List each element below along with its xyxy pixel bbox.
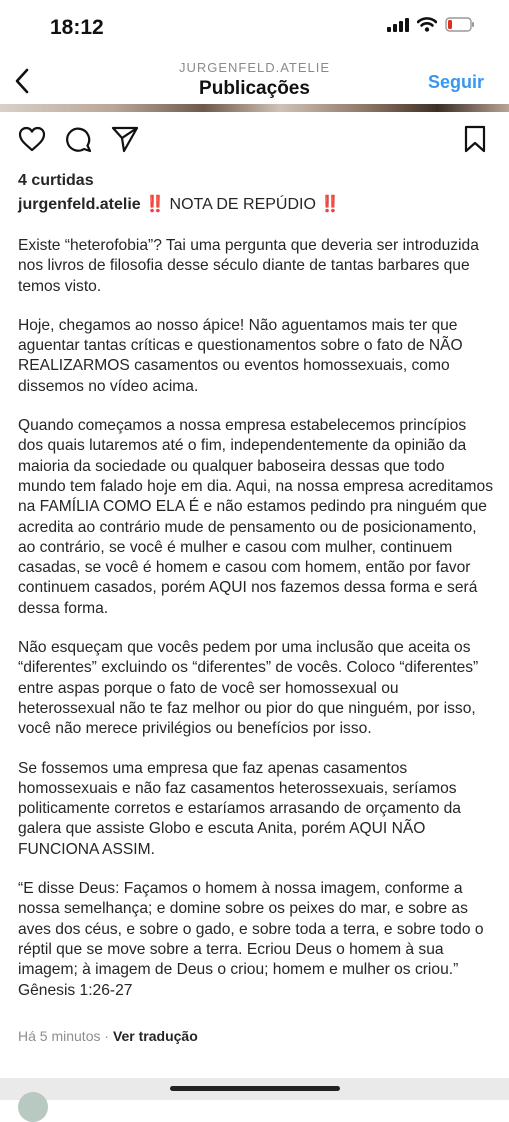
caption-paragraph: Não esqueçam que vocês pedem por uma inclusão que aceita os “diferentes” excluindo os “diferentes” de vocês. Coloco “diferentes” entre aspas porque o fato de você ser homossexual ou heterossexual não te faz melhor ou pior do que ninguém, por isso, você não merece privilégios ou benefícios por isso. bbox=[18, 639, 479, 738]
caption-paragraph: Se fossemos uma empresa que faz apenas casamentos homossexuais e não faz casamentos heterossexuais, seríamos politicamente corretos e estaríamos arrasando de orçamento da galera que assiste Globo e escuta Anita, porém AQUI NÃO FUNCIONA ASSIM. bbox=[18, 759, 461, 858]
nav-bar bbox=[0, 58, 509, 108]
meta-separator: · bbox=[104, 1028, 110, 1044]
caption-paragraph: Quando começamos a nossa empresa estabelecemos princípios dos quais lutaremos até o fim, independentemente da opinião da maioria da sociedade ou qualquer baboseira dessas que todo mundo tem falado hoje em dia. Aqui, na nossa empresa acreditamos na FAMÍLIA COMO ELA É e não estamos pedindo pra ninguém que acredita ao contrário mude de pensamento ou de posicionamento, ao contrário, se você é mulher e casou com mulher, continuem casadas, se você é homem e casou com homem, então por favor continuem casados, porém AQUI nos fazemos dessa forma e será dessa forma. bbox=[18, 417, 494, 617]
comment-button[interactable] bbox=[63, 124, 93, 159]
account-name: JURGENFELD.ATELIE bbox=[178, 60, 331, 75]
avatar[interactable] bbox=[18, 1092, 48, 1122]
status-icons bbox=[387, 17, 475, 32]
like-button[interactable] bbox=[17, 124, 47, 159]
double-exclamation-emoji: ‼️ bbox=[145, 196, 166, 213]
post-meta bbox=[18, 1028, 198, 1044]
save-button[interactable] bbox=[462, 124, 488, 159]
share-button[interactable] bbox=[110, 124, 140, 159]
wifi-icon bbox=[417, 17, 437, 32]
action-bar bbox=[0, 124, 509, 162]
page-title: Publicações bbox=[199, 78, 310, 99]
signal-icon bbox=[387, 18, 409, 32]
next-post-peek bbox=[0, 1078, 509, 1100]
caption-paragraph: “E disse Deus: Façamos o homem à nossa imagem, conforme a nossa semelhança; e domine sobre os peixes do mar, e sobre as aves dos céus, e sobre o gado, e sobre toda a terra, e sobre todo o réptil que se move sobre a terra. Ecriou Deus o homem à sua imagem; à imagem de Deus o criou; homem e mulher os criou.” Gênesis 1:26-27 bbox=[18, 880, 484, 999]
double-exclamation-emoji: ‼️ bbox=[320, 196, 341, 213]
battery-low-icon bbox=[445, 17, 475, 32]
status-bar bbox=[0, 0, 509, 60]
paper-plane-icon bbox=[110, 124, 140, 154]
post-image-edge bbox=[0, 104, 509, 112]
follow-button[interactable]: Seguir bbox=[427, 72, 484, 92]
status-time: 18:12 bbox=[50, 16, 104, 39]
translate-link[interactable]: Ver tradução bbox=[112, 1028, 198, 1044]
caption-paragraph: Hoje, chegamos ao nosso ápice! Não aguentamos mais ter que aguentar tantas críticas e questionamentos sobre o fato de NÃO REALIZARMOS casamentos ou eventos homossexuais, como dissemos no vídeo acima. bbox=[18, 316, 463, 395]
caption-headline-text: NOTA DE REPÚDIO bbox=[169, 196, 316, 213]
heart-icon bbox=[17, 124, 47, 154]
likes-count[interactable]: 4 curtidas bbox=[18, 172, 94, 189]
bookmark-icon bbox=[462, 124, 488, 154]
home-indicator bbox=[170, 1086, 340, 1091]
post-timestamp: Há 5 minutos bbox=[18, 1028, 101, 1044]
caption-headline bbox=[18, 194, 340, 214]
caption-body bbox=[18, 236, 494, 1020]
comment-icon bbox=[63, 124, 93, 154]
caption-username[interactable]: jurgenfeld.atelie bbox=[18, 196, 141, 213]
caption-paragraph: Existe “heterofobia”? Tai uma pergunta que deveria ser introduzida nos livros de filosofia desse século diante de tantas barbares que temos visto. bbox=[18, 237, 479, 295]
